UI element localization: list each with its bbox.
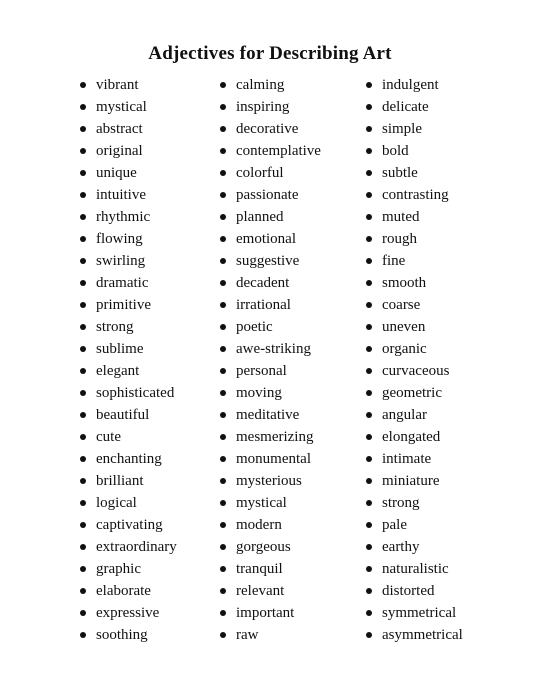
word-text: suggestive [236,253,300,269]
word-text: vibrant [96,77,139,93]
word-columns [0,74,540,654]
list-item [220,118,321,140]
bullet-icon [80,632,86,638]
word-text: inspiring [236,99,290,115]
word-text: subtle [382,165,418,181]
bullet-icon [366,478,372,484]
word-text: delicate [382,99,429,115]
word-column-1 [80,74,177,646]
bullet-icon [220,280,226,286]
list-item [366,624,463,646]
word-text: raw [236,627,259,643]
bullet-icon [366,346,372,352]
list-item [366,184,463,206]
list-item [366,118,463,140]
list-item [366,206,463,228]
word-text: intimate [382,451,432,467]
list-item [80,360,177,382]
bullet-icon [80,500,86,506]
list-item [80,228,177,250]
bullet-icon [220,82,226,88]
bullet-icon [80,214,86,220]
word-text: brilliant [96,473,144,489]
list-item [220,470,321,492]
bullet-icon [366,280,372,286]
bullet-icon [366,214,372,220]
list-item [366,316,463,338]
bullet-icon [80,148,86,154]
word-text: earthy [382,539,420,555]
list-item [220,96,321,118]
page-title: Adjectives for Describing Art [148,43,392,64]
list-item [366,228,463,250]
bullet-icon [80,104,86,110]
bullet-icon [80,126,86,132]
list-item [80,382,177,404]
word-text: strong [382,495,420,511]
list-item [366,426,463,448]
bullet-icon [366,126,372,132]
bullet-icon [220,214,226,220]
word-text: moving [236,385,282,401]
word-text: flowing [96,231,143,247]
list-item [220,558,321,580]
list-item [80,448,177,470]
word-column-3 [366,74,463,646]
bullet-icon [366,82,372,88]
word-text: awe-striking [236,341,311,357]
bullet-icon [220,456,226,462]
bullet-icon [80,522,86,528]
word-text: symmetrical [382,605,457,621]
bullet-icon [366,170,372,176]
list-item [80,96,177,118]
list-item [366,272,463,294]
bullet-icon [80,390,86,396]
word-text: mystical [96,99,147,115]
word-text: colorful [236,165,284,181]
word-text: emotional [236,231,296,247]
list-item [366,448,463,470]
list-item [220,184,321,206]
word-text: decadent [236,275,290,291]
word-text: rhythmic [96,209,151,225]
bullet-icon [366,258,372,264]
word-text: irrational [236,297,291,313]
bullet-icon [220,632,226,638]
bullet-icon [366,566,372,572]
word-text: sophisticated [96,385,175,401]
list-item [80,624,177,646]
list-item [80,316,177,338]
list-item [80,580,177,602]
list-item [220,492,321,514]
word-text: tranquil [236,561,283,577]
word-text: enchanting [96,451,162,467]
bullet-icon [80,82,86,88]
word-text: bold [382,143,409,159]
list-item [80,558,177,580]
list-item [220,228,321,250]
word-text: important [236,605,295,621]
word-text: intuitive [96,187,146,203]
bullet-icon [80,412,86,418]
word-text: naturalistic [382,561,449,577]
list-item [366,382,463,404]
list-item [366,294,463,316]
list-item [220,580,321,602]
list-item [80,536,177,558]
bullet-icon [220,610,226,616]
word-text: muted [382,209,420,225]
list-item [80,140,177,162]
word-text: expressive [96,605,160,621]
list-item [220,602,321,624]
bullet-icon [220,368,226,374]
word-text: planned [236,209,284,225]
word-text: sublime [96,341,144,357]
bullet-icon [80,566,86,572]
bullet-icon [220,104,226,110]
list-item [366,558,463,580]
bullet-icon [80,610,86,616]
bullet-icon [220,566,226,572]
bullet-icon [220,434,226,440]
word-text: primitive [96,297,151,313]
list-item [366,602,463,624]
word-text: rough [382,231,417,247]
bullet-icon [366,324,372,330]
word-text: meditative [236,407,300,423]
list-item [366,338,463,360]
list-item [80,162,177,184]
bullet-icon [366,610,372,616]
list-item [366,580,463,602]
list-item [220,338,321,360]
word-text: gorgeous [236,539,291,555]
word-text: swirling [96,253,146,269]
list-item [80,470,177,492]
bullet-icon [80,368,86,374]
bullet-icon [80,544,86,550]
word-text: mystical [236,495,287,511]
list-item [80,338,177,360]
list-item [366,162,463,184]
word-text: monumental [236,451,311,467]
list-item [80,118,177,140]
bullet-icon [80,280,86,286]
bullet-icon [220,478,226,484]
list-item [220,536,321,558]
list-item [80,294,177,316]
word-text: logical [96,495,137,511]
word-text: graphic [96,561,141,577]
word-text: simple [382,121,422,137]
word-text: decorative [236,121,299,137]
bullet-icon [80,434,86,440]
bullet-icon [366,302,372,308]
bullet-icon [80,324,86,330]
word-text: original [96,143,143,159]
list-item [80,206,177,228]
word-text: organic [382,341,427,357]
bullet-icon [366,368,372,374]
word-text: indulgent [382,77,439,93]
list-item [80,184,177,206]
bullet-icon [366,192,372,198]
word-text: elegant [96,363,140,379]
list-item [80,492,177,514]
list-item [80,404,177,426]
word-column-2 [220,74,321,646]
list-item [220,426,321,448]
bullet-icon [80,456,86,462]
word-text: modern [236,517,282,533]
list-item [220,624,321,646]
list-item [80,250,177,272]
bullet-icon [220,148,226,154]
list-item [366,74,463,96]
word-text: miniature [382,473,440,489]
bullet-icon [80,192,86,198]
list-item [366,404,463,426]
list-item [220,140,321,162]
list-item [366,536,463,558]
list-item [220,360,321,382]
bullet-icon [220,126,226,132]
list-item [80,272,177,294]
list-item [220,382,321,404]
bullet-icon [366,500,372,506]
bullet-icon [366,632,372,638]
word-text: contemplative [236,143,321,159]
bullet-icon [366,390,372,396]
word-text: relevant [236,583,285,599]
bullet-icon [366,522,372,528]
word-text: calming [236,77,285,93]
word-text: extraordinary [96,539,177,555]
word-text: personal [236,363,287,379]
list-item [220,514,321,536]
word-text: angular [382,407,427,423]
list-item [80,602,177,624]
word-text: cute [96,429,121,445]
list-item [366,250,463,272]
bullet-icon [80,258,86,264]
word-text: strong [96,319,134,335]
word-text: unique [96,165,137,181]
bullet-icon [220,192,226,198]
list-item [220,162,321,184]
word-text: elongated [382,429,441,445]
list-item [366,96,463,118]
bullet-icon [220,346,226,352]
list-item [220,404,321,426]
bullet-icon [220,412,226,418]
bullet-icon [366,236,372,242]
word-text: smooth [382,275,427,291]
bullet-icon [220,170,226,176]
bullet-icon [366,434,372,440]
word-text: mysterious [236,473,302,489]
list-item [366,470,463,492]
word-text: pale [382,517,407,533]
bullet-icon [220,500,226,506]
list-item [220,448,321,470]
bullet-icon [80,346,86,352]
bullet-icon [366,544,372,550]
word-text: abstract [96,121,143,137]
bullet-icon [220,302,226,308]
word-text: mesmerizing [236,429,314,445]
word-text: curvaceous [382,363,450,379]
list-item [220,74,321,96]
word-text: coarse [382,297,421,313]
word-text: fine [382,253,406,269]
word-text: geometric [382,385,442,401]
list-item [220,250,321,272]
list-item [366,140,463,162]
list-item [220,316,321,338]
word-text: poetic [236,319,273,335]
bullet-icon [220,324,226,330]
word-text: distorted [382,583,435,599]
word-text: asymmetrical [382,627,463,643]
bullet-icon [80,302,86,308]
word-text: soothing [96,627,148,643]
bullet-icon [220,236,226,242]
bullet-icon [366,456,372,462]
list-item [366,360,463,382]
bullet-icon [366,148,372,154]
bullet-icon [220,588,226,594]
list-item [220,294,321,316]
bullet-icon [220,522,226,528]
bullet-icon [366,588,372,594]
bullet-icon [80,588,86,594]
word-text: passionate [236,187,299,203]
bullet-icon [220,390,226,396]
word-text: uneven [382,319,426,335]
word-text: captivating [96,517,163,533]
bullet-icon [80,236,86,242]
list-item [80,514,177,536]
list-item [80,426,177,448]
bullet-icon [366,412,372,418]
bullet-icon [80,478,86,484]
word-text: dramatic [96,275,149,291]
list-item [80,74,177,96]
list-item [366,492,463,514]
list-item [220,272,321,294]
list-item [220,206,321,228]
bullet-icon [80,170,86,176]
bullet-icon [366,104,372,110]
word-text: contrasting [382,187,449,203]
bullet-icon [220,258,226,264]
word-text: beautiful [96,407,150,423]
list-item [366,514,463,536]
bullet-icon [220,544,226,550]
word-text: elaborate [96,583,151,599]
